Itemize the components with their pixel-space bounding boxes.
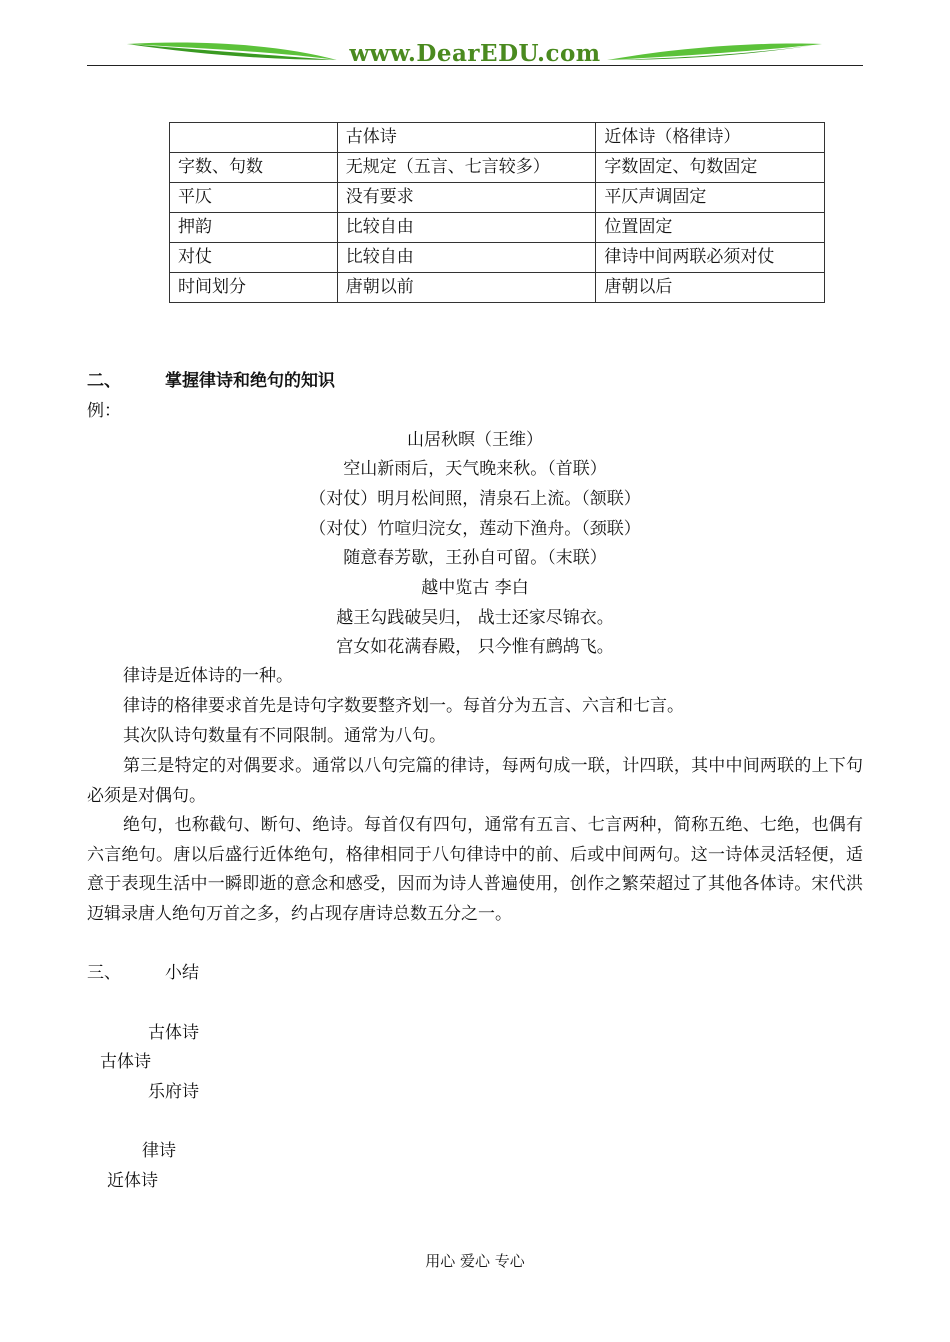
paragraph: 律诗的格律要求首先是诗句字数要整齐划一。每首分为五言、六言和七言。	[123, 696, 684, 716]
table-cell: 近体诗（格律诗）	[596, 123, 825, 153]
table-cell: 对仗	[170, 243, 338, 273]
table-cell: 平仄	[170, 183, 338, 213]
comparison-table	[169, 122, 825, 303]
table-cell: 比较自由	[337, 243, 596, 273]
poem-line: （对仗）竹喧归浣女，莲动下渔舟。（颈联）	[309, 519, 641, 539]
poem-line: 越王勾践破吴归， 战士还家尽锦衣。	[336, 608, 614, 628]
table-cell: 唐朝以前	[337, 273, 596, 303]
poem-title: 越中览古 李白	[421, 578, 529, 598]
poem-line: 随意春芳歇，王孙自可留。（末联）	[343, 548, 607, 568]
summary-sub-item: 乐府诗	[148, 1082, 199, 1102]
table-cell: 平仄声调固定	[596, 183, 825, 213]
table-cell: 时间划分	[170, 273, 338, 303]
header-banner	[87, 30, 863, 70]
table-cell: 没有要求	[337, 183, 596, 213]
table-cell: 无规定（五言、七言较多）	[337, 153, 596, 183]
section-title: 掌握律诗和绝句的知识	[165, 371, 335, 391]
section-number: 三、	[87, 963, 121, 983]
table-cell: 律诗中间两联必须对仗	[596, 243, 825, 273]
paragraph: 其次队诗句数量有不同限制。通常为八句。	[123, 726, 446, 746]
section-number: 二、	[87, 371, 121, 391]
paragraph: 第三是特定的对偶要求。通常以八句完篇的律诗，每两句成一联，计四联，其中中间两联的上下句必须是对偶句。	[87, 756, 863, 806]
table-cell: 比较自由	[337, 213, 596, 243]
poem-line: 空山新雨后，天气晚来秋。（首联）	[343, 459, 607, 479]
site-logo-text: www.DearEDU.com	[349, 40, 601, 67]
table-row	[170, 213, 825, 243]
table-cell: 唐朝以后	[596, 273, 825, 303]
poem-line: 宫女如花满春殿， 只今惟有鹧鸪飞。	[336, 637, 614, 657]
summary-main-item: 近体诗	[107, 1171, 158, 1191]
poem-title: 山居秋暝（王维）	[407, 430, 543, 450]
paragraph: 律诗是近体诗的一种。	[123, 666, 293, 686]
summary-sub-item: 古体诗	[148, 1023, 199, 1043]
summary-sub-item: 律诗	[142, 1141, 176, 1161]
table-row	[170, 153, 825, 183]
table-cell	[170, 123, 338, 153]
table-row	[170, 273, 825, 303]
table-cell: 位置固定	[596, 213, 825, 243]
table-cell: 古体诗	[337, 123, 596, 153]
paragraph: 绝句，也称截句、断句、绝诗。每首仅有四句，通常有五言、七言两种，简称五绝、七绝，也偶有六言绝句。唐以后盛行近体绝句，格律相同于八句律诗中的前、后或中间两句。这一诗体灵活轻便，适意于表现生活中一瞬即逝的意念和感受，因而为诗人普遍使用，创作之繁荣超过了其他各体诗。宋代洪迈辑录唐人绝句万首之多，约占现存唐诗总数五分之一。	[87, 815, 863, 924]
header-rule	[87, 65, 863, 66]
summary-main-item: 古体诗	[100, 1052, 151, 1072]
table-cell: 押韵	[170, 213, 338, 243]
table-header-row	[170, 123, 825, 153]
poem-line: （对仗）明月松间照，清泉石上流。（颔联）	[309, 489, 641, 509]
table-cell: 字数、句数	[170, 153, 338, 183]
table-row	[170, 183, 825, 213]
example-label: 例：	[87, 401, 121, 421]
page-footer: 用心 爱心 专心	[425, 1252, 525, 1270]
table-cell: 字数固定、句数固定	[596, 153, 825, 183]
table-row	[170, 243, 825, 273]
section-title: 小结	[165, 963, 199, 983]
